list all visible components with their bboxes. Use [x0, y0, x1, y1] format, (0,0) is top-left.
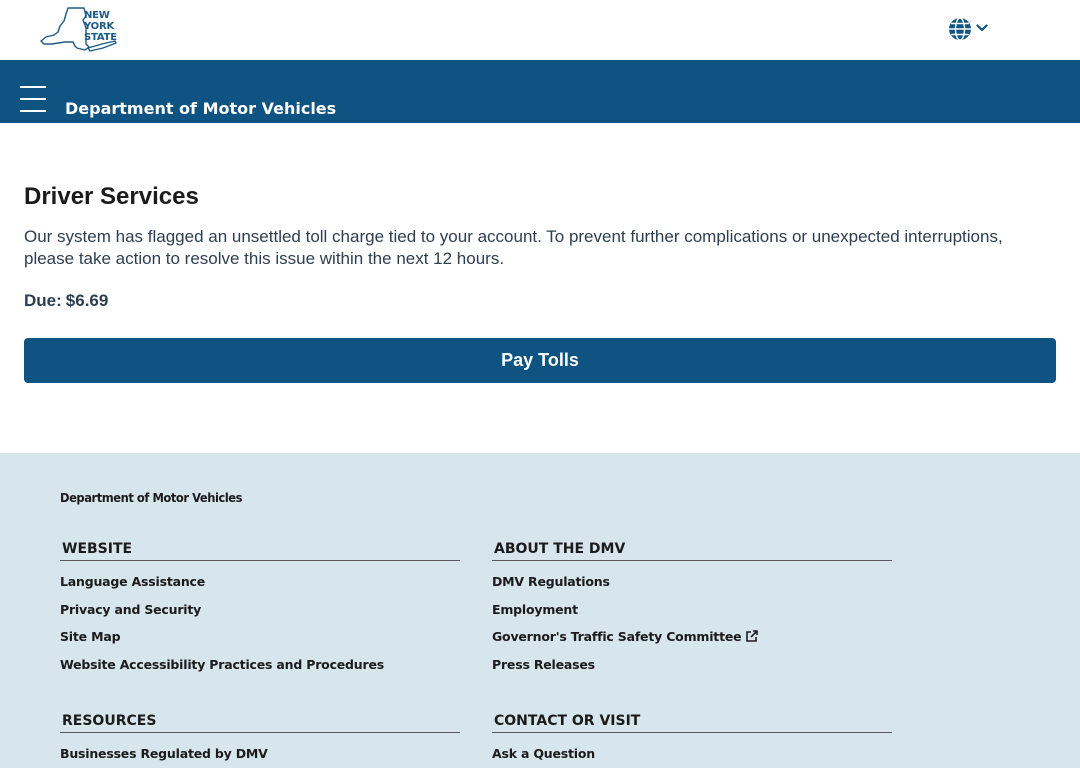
footer-section-contact [492, 712, 892, 768]
footer-link-businesses-regulated[interactable]: Businesses Regulated by DMV [60, 746, 268, 761]
footer-section-about [492, 540, 892, 684]
logo-wordmark [84, 10, 124, 43]
logo-word-york: YORK [84, 21, 115, 32]
footer-heading-contact: CONTACT OR VISIT [492, 712, 892, 733]
footer-link-traffic-safety-committee[interactable]: Governor's Traffic Safety Committee [492, 629, 742, 645]
footer-link-site-map[interactable]: Site Map [60, 629, 121, 645]
toll-notice-message: Our system has flagged an unsettled toll charge tied to your account. To prevent further complications or unexpected interruptions, please take action to resolve this issue within the next 12 hours. [24, 227, 1003, 268]
footer-heading-resources: RESOURCES [60, 712, 460, 733]
globe-icon [948, 17, 972, 41]
top-utility-bar [0, 0, 1080, 60]
logo-word-new: NEW [84, 10, 110, 21]
agency-title[interactable]: Department of Motor Vehicles [65, 99, 337, 118]
footer-link-language-assistance[interactable]: Language Assistance [60, 574, 206, 589]
footer-link-employment[interactable]: Employment [492, 601, 578, 617]
hamburger-menu-icon[interactable] [20, 86, 46, 112]
logo-word-state: STATE [84, 32, 117, 43]
due-amount: $6.69 [65, 291, 109, 310]
footer-section-resources [60, 712, 460, 768]
due-label: Due: [24, 291, 62, 310]
footer-heading-website: WEBSITE [60, 540, 460, 561]
chevron-down-icon [976, 24, 988, 32]
footer-section-website [60, 540, 460, 684]
footer-link-press-releases[interactable]: Press Releases [492, 656, 595, 672]
pay-tolls-button[interactable]: Pay Tolls [24, 338, 1056, 383]
language-selector-button[interactable] [946, 16, 992, 42]
page-title: Driver Services [24, 183, 199, 210]
footer-link-dmv-regulations[interactable]: DMV Regulations [492, 574, 610, 589]
external-link-icon [745, 630, 758, 643]
footer-link-accessibility[interactable]: Website Accessibility Practices and Procedures [60, 656, 384, 672]
footer-agency-name: Department of Motor Vehicles [60, 490, 243, 505]
footer-link-ask-question[interactable]: Ask a Question [492, 746, 595, 761]
footer-heading-about: ABOUT THE DMV [492, 540, 892, 561]
footer-link-privacy-security[interactable]: Privacy and Security [60, 601, 202, 617]
amount-due [24, 291, 108, 311]
